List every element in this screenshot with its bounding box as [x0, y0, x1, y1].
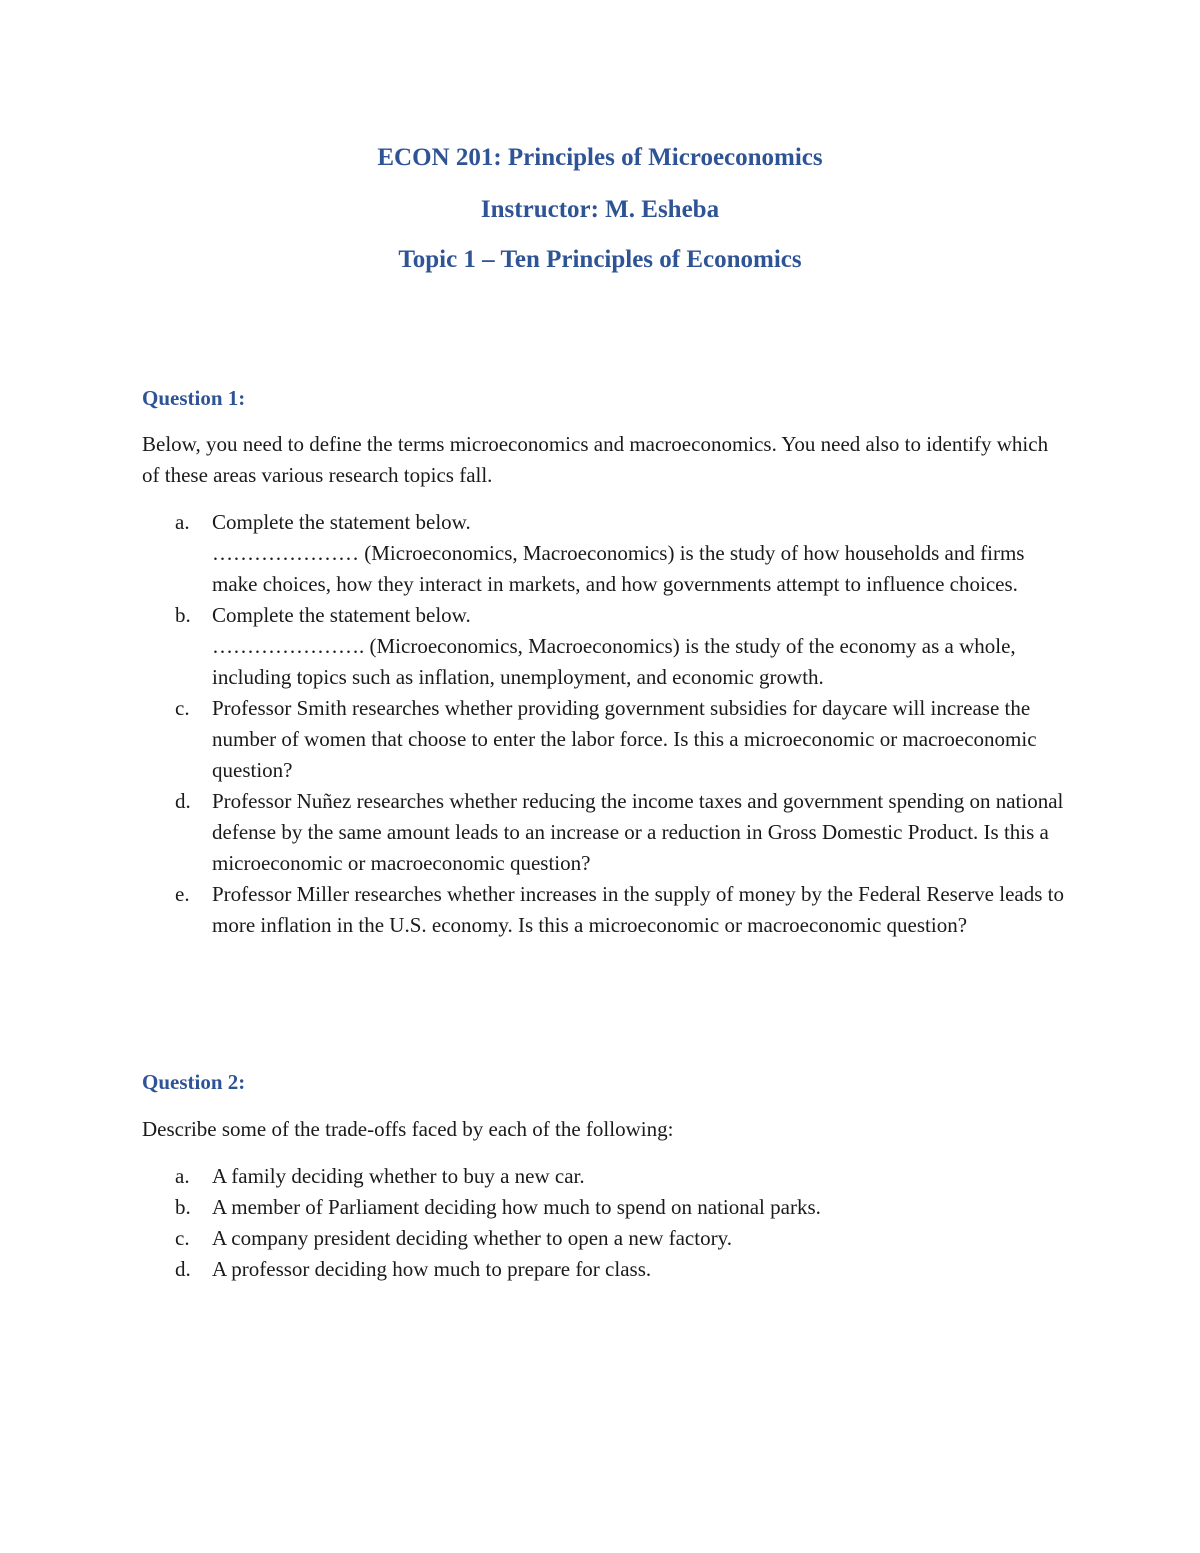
list-marker: b. [175, 1195, 191, 1219]
course-title: ECON 201: Principles of Microeconomics [377, 144, 823, 171]
item-text: A member of Parliament deciding how much to spend on national parks. [212, 1195, 821, 1219]
list-item [142, 879, 1072, 941]
list-item [142, 1192, 1072, 1223]
list-item [142, 693, 1072, 786]
item-text: Professor Miller researches whether increases in the supply of money by the Federal Reserve leads to more inflation in the U.S. economy. Is this a microeconomic or macroeconomic question? [212, 882, 1064, 937]
list-marker: c. [175, 1226, 190, 1250]
question-2-list [142, 1161, 1072, 1285]
question-2-heading: Question 2: [142, 1070, 246, 1094]
item-text: Complete the statement below. [212, 510, 471, 534]
list-item [142, 600, 1072, 693]
question-2-intro: Describe some of the trade-offs faced by each of the following: [142, 1117, 674, 1141]
list-marker: e. [175, 882, 190, 906]
list-item [142, 1223, 1072, 1254]
list-marker: a. [175, 510, 190, 534]
topic-title: Topic 1 – Ten Principles of Economics [398, 246, 802, 273]
question-1-intro: Below, you need to define the terms microeconomics and macroeconomics. You need also to identify which of these areas various research topics fall. [142, 432, 1049, 487]
list-marker: c. [175, 696, 190, 720]
item-text: A company president deciding whether to open a new factory. [212, 1226, 732, 1250]
list-item [142, 1254, 1072, 1285]
question-1-heading: Question 1: [142, 386, 246, 410]
list-marker: d. [175, 789, 191, 813]
list-marker: b. [175, 603, 191, 627]
list-marker: a. [175, 1164, 190, 1188]
item-text: Professor Smith researches whether providing government subsidies for daycare will increase the number of women that choose to enter the labor force. Is this a microeconomic or macroeconomic question? [212, 696, 1037, 782]
instructor-line: Instructor: M. Esheba [480, 196, 720, 223]
item-text: A family deciding whether to buy a new car. [212, 1164, 585, 1188]
list-item [142, 1161, 1072, 1192]
list-item [142, 786, 1072, 879]
list-marker: d. [175, 1257, 191, 1281]
item-statement: ………………… (Microeconomics, Macroeconomics) is the study of how households and firms make choices, how they interact in markets, and how governments attempt to influence choices. [212, 541, 1025, 596]
item-text: A professor deciding how much to prepare for class. [212, 1257, 652, 1281]
question-1-list [142, 507, 1072, 941]
item-text: Complete the statement below. [212, 603, 471, 627]
item-statement: …………………. (Microeconomics, Macroeconomics) is the study of the economy as a whole, including topics such as inflation, unemployment, and economic growth. [212, 634, 1016, 689]
item-text: Professor Nuñez researches whether reducing the income taxes and government spending on national defense by the same amount leads to an increase or a reduction in Gross Domestic Product. Is this a microeconomic or macroeconomic question? [212, 789, 1064, 875]
list-item [142, 507, 1072, 600]
